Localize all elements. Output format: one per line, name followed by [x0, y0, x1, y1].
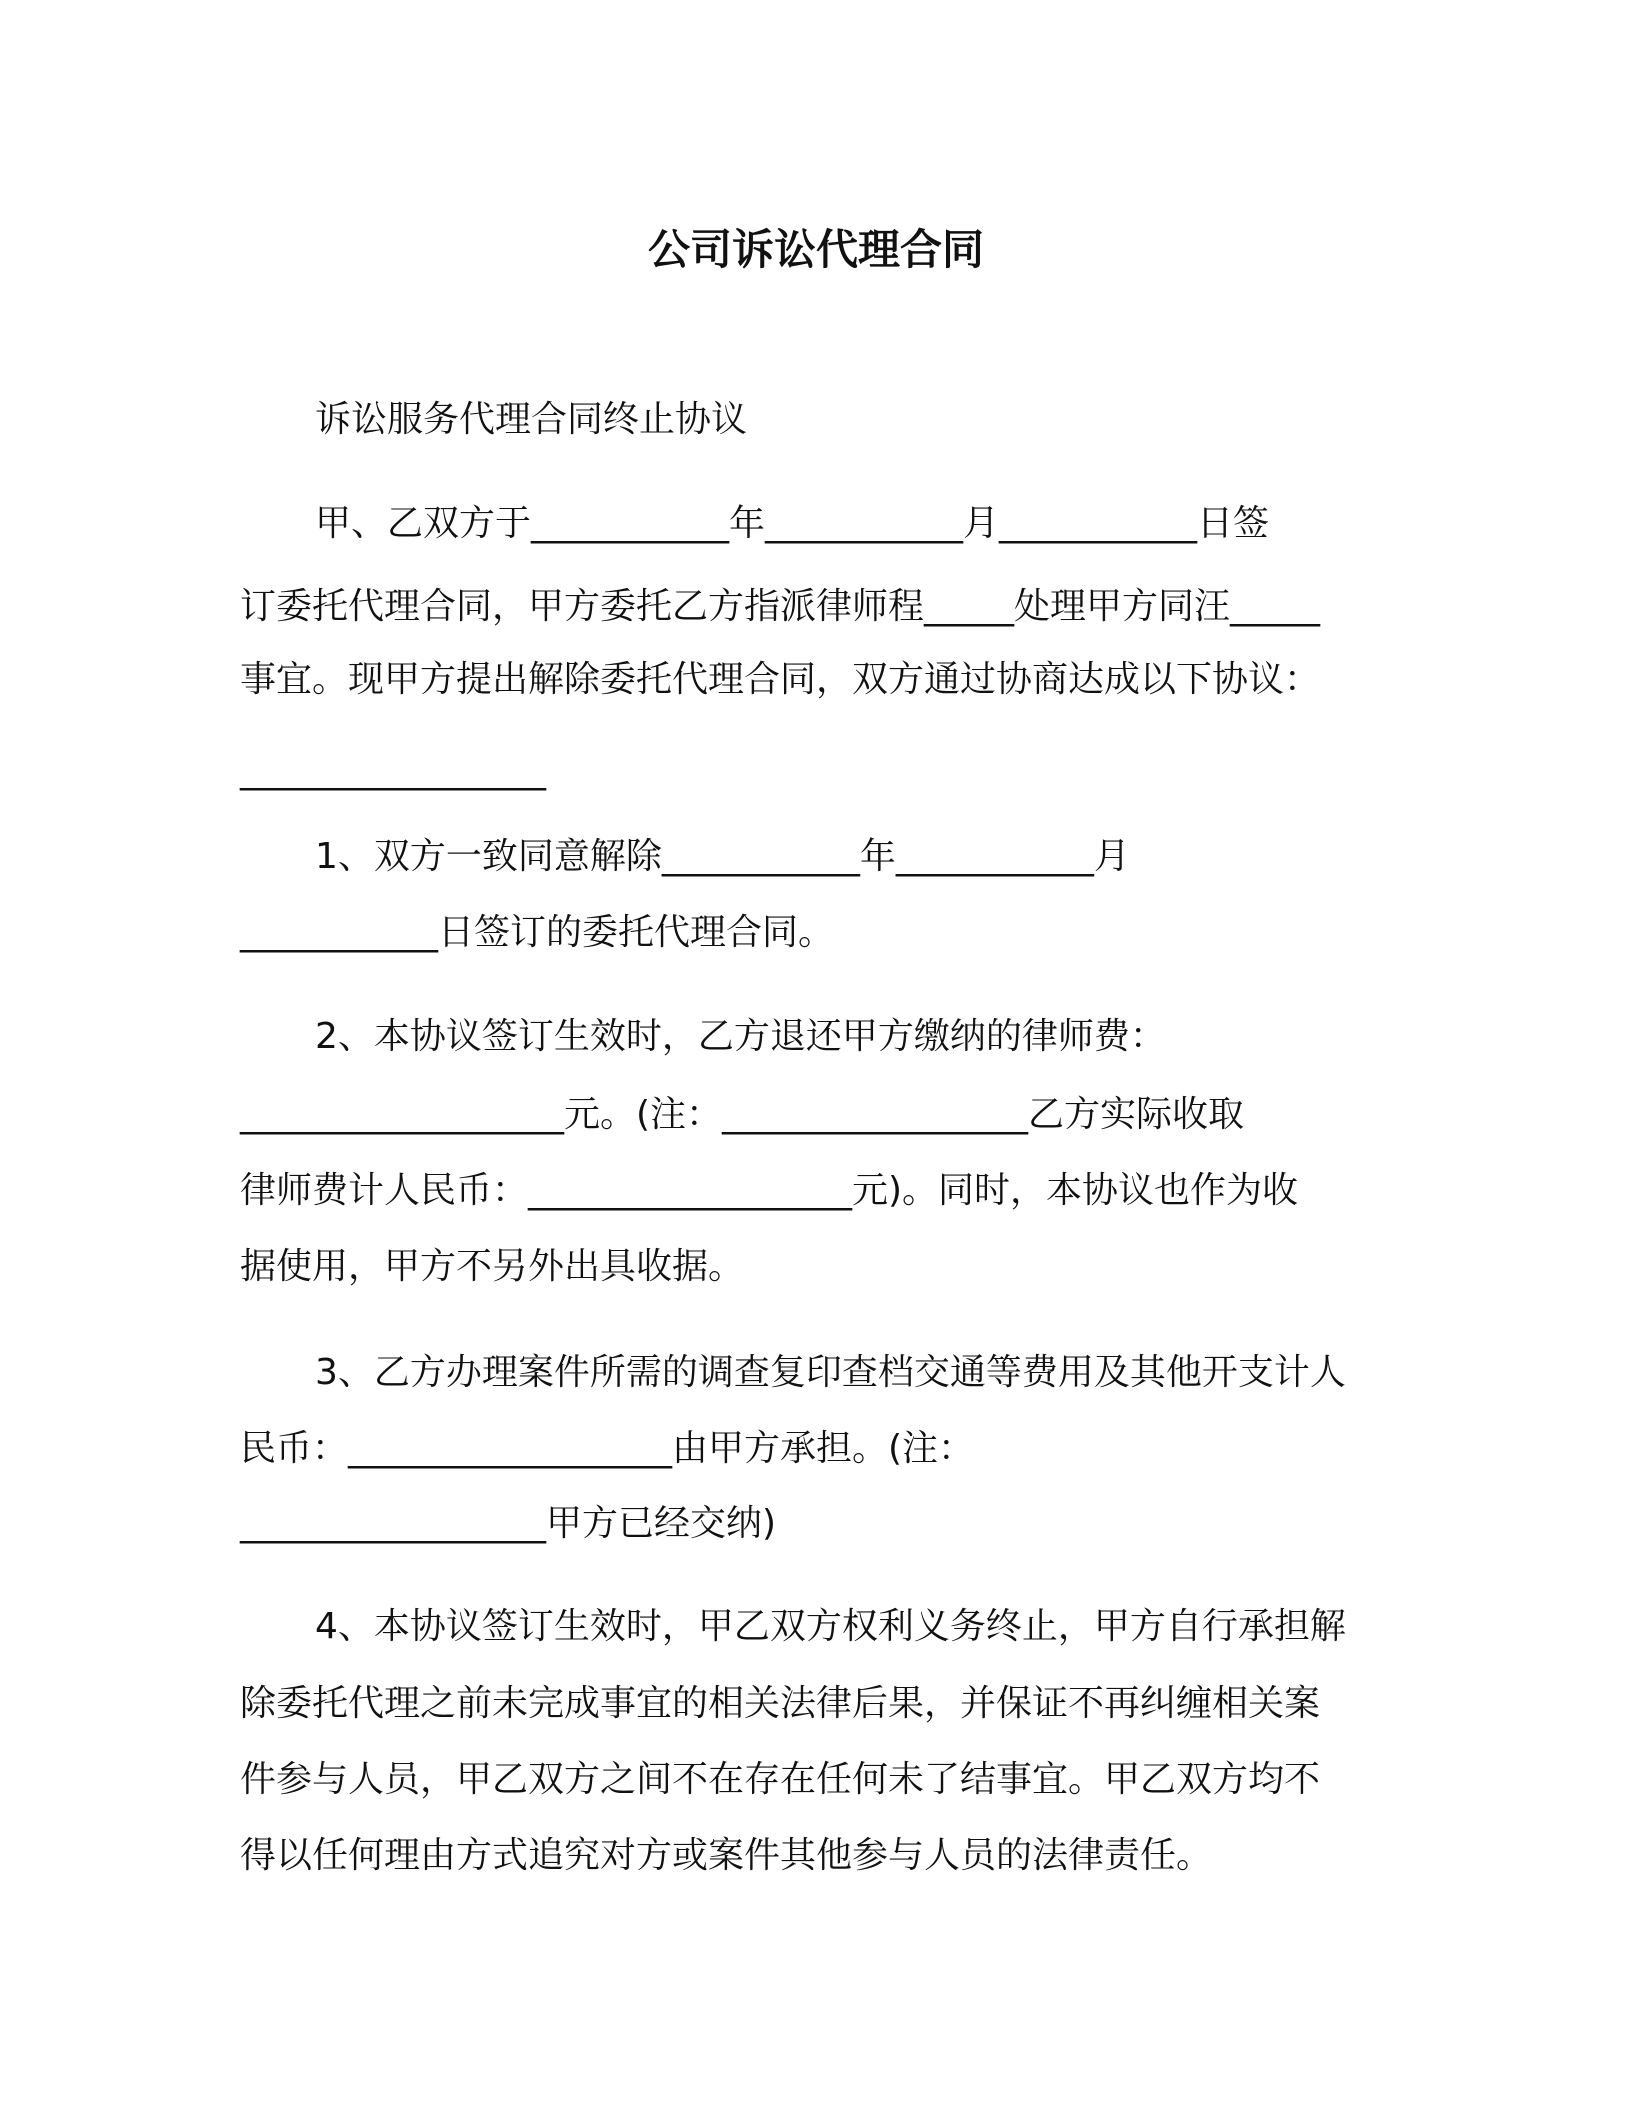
text-line: _________________甲方已经交纳) [240, 1503, 777, 1544]
text-line: _________________ [240, 750, 546, 791]
text-line: 除委托代理之前未完成事宜的相关法律后果，并保证不再纠缠相关案 [240, 1683, 1321, 1724]
text-line: 民币：__________________由甲方承担。(注： [240, 1428, 975, 1469]
text-line: ___________日签订的委托代理合同。 [240, 912, 835, 953]
text-line: 4、本协议签订生效时，甲乙双方权利义务终止，甲方自行承担解 [315, 1606, 1346, 1647]
text-line: __________________元。(注：_________________乙方实际收取 [240, 1094, 1245, 1135]
document-title: 公司诉讼代理合同 [647, 225, 984, 274]
text-line: 2、本协议签订生效时，乙方退还甲方缴纳的律师费： [315, 1016, 1166, 1057]
text-line: 件参与人员，甲乙双方之间不在存在任何未了结事宜。甲乙双方均不 [240, 1759, 1321, 1800]
text-line: 律师费计人民币：__________________元)。同时，本协议也作为收 [240, 1170, 1299, 1211]
text-line: 事宜。现甲方提出解除委托代理合同，双方通过协商达成以下协议： [240, 659, 1321, 700]
text-line: 1、双方一致同意解除___________年___________月 [315, 836, 1130, 877]
document-subtitle: 诉讼服务代理合同终止协议 [315, 399, 748, 440]
text-line: 得以任何理由方式追究对方或案件其他参与人员的法律责任。 [240, 1835, 1213, 1876]
text-line: 订委托代理合同，甲方委托乙方指派律师程_____处理甲方同汪_____ [240, 586, 1321, 627]
text-line: 3、乙方办理案件所需的调查复印查档交通等费用及其他开支计人 [315, 1352, 1346, 1393]
text-line: 据使用，甲方不另外出具收据。 [240, 1246, 745, 1287]
text-line: 甲、乙双方于___________年___________月___________日签 [315, 503, 1270, 544]
